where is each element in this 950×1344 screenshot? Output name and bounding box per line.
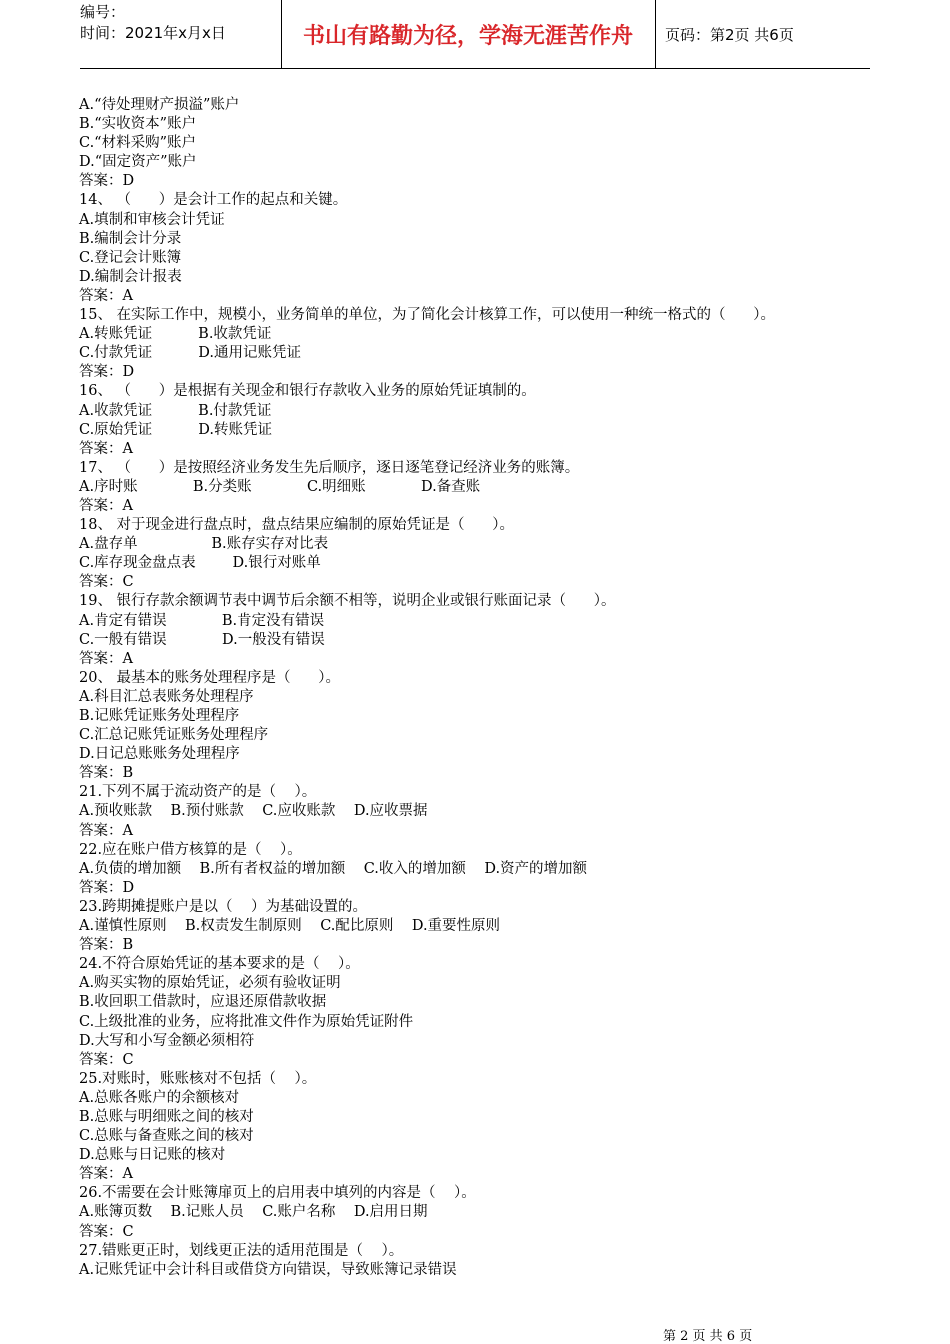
text-line: A.序时账 B.分类账 C.明细账 D.备查账 bbox=[79, 478, 481, 495]
text-line: C.“材料采购”账户 bbox=[79, 135, 197, 152]
text-line: 答案：A bbox=[79, 1166, 133, 1183]
text-line: 18、 对于现金进行盘点时，盘点结果应编制的原始凭证是（ ）。 bbox=[79, 517, 514, 534]
text-line: A.“待处理财产损溢”账户 bbox=[79, 97, 240, 113]
header-motto: 书山有路勤为径，学海无涯苦作舟 bbox=[302, 23, 633, 49]
text-line: 答案：D bbox=[79, 364, 135, 381]
text-line: D.日记总账账务处理程序 bbox=[79, 746, 240, 763]
text-line: C.付款凭证 D.通用记账凭证 bbox=[79, 345, 301, 362]
page-footer: 第 2 页 共 6 页 bbox=[663, 1329, 753, 1344]
text-line: A.盘存单 B.账存实存对比表 bbox=[79, 536, 329, 553]
page-indicator: 页码：第2页 共6页 bbox=[665, 25, 794, 44]
text-line: 答案：C bbox=[79, 574, 134, 591]
text-line: 答案：A bbox=[79, 650, 133, 667]
text-line: B.编制会计分录 bbox=[79, 230, 182, 247]
text-line: 17、 （ ）是按照经济业务发生先后顺序，逐日逐笔登记经济业务的账簿。 bbox=[79, 459, 580, 476]
header-left bbox=[80, 2, 280, 44]
text-line: 答案：B bbox=[79, 937, 134, 954]
text-line: 21.下列不属于流动资产的是（ ）。 bbox=[79, 784, 317, 801]
time-label: 时间：2021年x月x日 bbox=[80, 24, 226, 42]
text-line: 答案：C bbox=[79, 1051, 134, 1068]
text-line: A.记账凭证中会计科目或借贷方向错误，导致账簿记录错误 bbox=[79, 1261, 457, 1278]
text-line: B.总账与明细账之间的核对 bbox=[79, 1108, 254, 1125]
text-line: A.填制和审核会计凭证 bbox=[79, 211, 225, 228]
text-line: 26.不需要在会计账簿扉页上的启用表中填列的内容是（ ）。 bbox=[79, 1185, 476, 1202]
text-line: 23.跨期摊提账户是以（ ）为基础设置的。 bbox=[79, 898, 367, 915]
text-line: A.转账凭证 B.收款凭证 bbox=[79, 326, 272, 343]
text-line: A.负债的增加额 B.所有者权益的增加额 C.收入的增加额 D.资产的增加额 bbox=[79, 860, 588, 877]
text-line: 答案：A bbox=[79, 440, 133, 457]
text-line: 答案：C bbox=[79, 1223, 134, 1240]
text-line: B.记账凭证账务处理程序 bbox=[79, 708, 240, 724]
text-line: A.购买实物的原始凭证，必须有验收证明 bbox=[79, 975, 341, 992]
text-line: 15、 在实际工作中，规模小，业务简单的单位，为了简化会计核算工作，可以使用一种统一格式的（ ）。 bbox=[79, 307, 775, 324]
question-body bbox=[79, 96, 919, 1280]
text-line: 27.错账更正时，划线更正法的适用范围是（ ）。 bbox=[79, 1242, 404, 1259]
text-line: C.登记会计账簿 bbox=[79, 249, 182, 266]
text-line: 答案：A bbox=[79, 822, 133, 839]
text-line: C.库存现金盘点表 D.银行对账单 bbox=[79, 555, 321, 572]
text-line: 答案：B bbox=[79, 765, 134, 782]
text-line: 答案：D bbox=[79, 173, 135, 190]
text-line: 答案：A bbox=[79, 497, 133, 514]
text-line: 24.不符合原始凭证的基本要求的是（ ）。 bbox=[79, 956, 360, 973]
text-line: C.汇总记账凭证账务处理程序 bbox=[79, 727, 269, 744]
text-line: A.肯定有错误 B.肯定没有错误 bbox=[79, 612, 325, 629]
text-line: C.一般有错误 D.一般没有错误 bbox=[79, 631, 325, 648]
text-line: 答案：D bbox=[79, 879, 135, 896]
text-line: A.谨慎性原则 B.权责发生制原则 C.配比原则 D.重要性原则 bbox=[79, 918, 501, 935]
text-line: 14、 （ ）是会计工作的起点和关键。 bbox=[79, 192, 348, 209]
text-line: C.原始凭证 D.转账凭证 bbox=[79, 421, 272, 438]
text-line: D.“固定资产”账户 bbox=[79, 154, 197, 171]
text-line: 22.应在账户借方核算的是（ ）。 bbox=[79, 841, 302, 858]
text-line: 20、 最基本的账务处理程序是（ ）。 bbox=[79, 669, 340, 686]
text-line: A.科目汇总表账务处理程序 bbox=[79, 688, 254, 705]
text-line: B.“实收资本”账户 bbox=[79, 116, 197, 133]
text-line: A.账簿页数 B.记账人员 C.账户名称 D.启用日期 bbox=[79, 1204, 428, 1221]
number-label: 编号： bbox=[80, 3, 126, 21]
header-divider bbox=[655, 0, 656, 68]
text-line: C.总账与备查账之间的核对 bbox=[79, 1128, 254, 1145]
text-line: A.收款凭证 B.付款凭证 bbox=[79, 402, 272, 419]
text-line: 19、 银行存款余额调节表中调节后余额不相等，说明企业或银行账面记录（ ）。 bbox=[79, 593, 616, 610]
text-line: 16、 （ ）是根据有关现金和银行存款收入业务的原始凭证填制的。 bbox=[79, 383, 536, 400]
text-line: 25.对账时，账账核对不包括（ ）。 bbox=[79, 1070, 317, 1087]
page-header bbox=[80, 0, 870, 69]
text-line: D.大写和小写金额必须相符 bbox=[79, 1032, 255, 1049]
text-line: A.总账各账户的余额核对 bbox=[79, 1089, 240, 1106]
text-line: A.预收账款 B.预付账款 C.应收账款 D.应收票据 bbox=[79, 803, 428, 820]
text-line: C.上级批准的业务，应将批准文件作为原始凭证附件 bbox=[79, 1013, 414, 1030]
text-line: B.收回职工借款时，应退还原借款收据 bbox=[79, 994, 327, 1011]
text-line: D.总账与日记账的核对 bbox=[79, 1147, 226, 1164]
text-line: D.编制会计报表 bbox=[79, 268, 182, 285]
text-line: 答案：A bbox=[79, 287, 133, 304]
